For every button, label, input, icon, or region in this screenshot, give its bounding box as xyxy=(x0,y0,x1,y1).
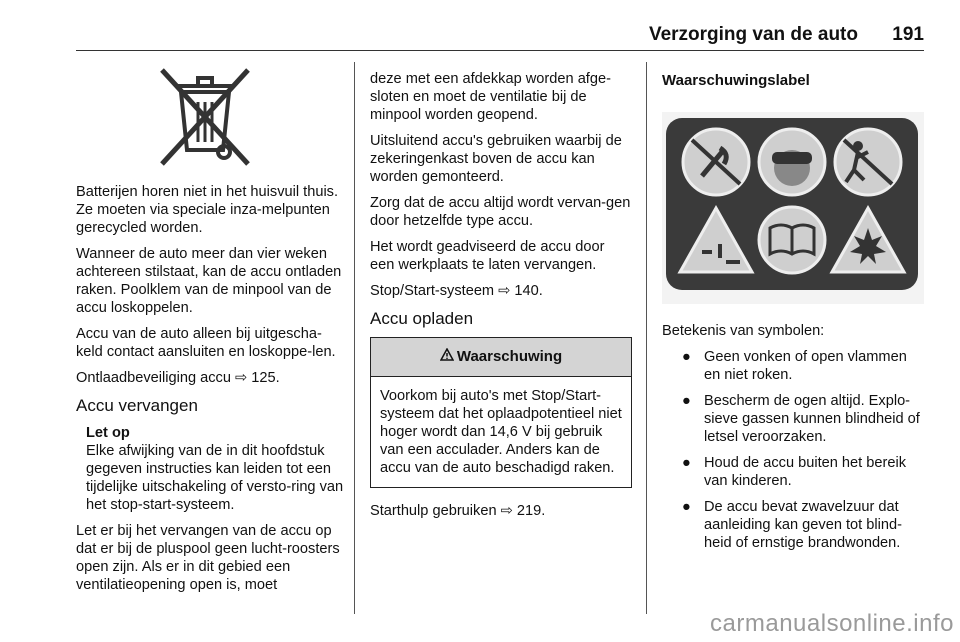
column-divider xyxy=(646,62,647,614)
symbols-intro: Betekenis van symbolen: xyxy=(662,323,825,339)
paragraph: deze met een afdekkap worden afge-sloten en moet de ventilatie bij de minpool worden geopend. xyxy=(370,71,611,123)
section-title: Verzorging van de auto xyxy=(648,24,858,45)
heading-waarschuwingslabel: Waarschuwingslabel xyxy=(662,72,810,89)
note-title: Let op xyxy=(86,425,130,441)
warning-label-image xyxy=(662,112,924,304)
eye-protection-icon xyxy=(759,129,825,195)
paragraph: Batterijen horen niet in het huisvuil thuis. Ze moeten via speciale inza-melpunten gerecycled worden. xyxy=(76,184,339,236)
paragraph: Starthulp gebruiken ⇨ 219. xyxy=(370,503,546,519)
paragraph: Wanneer de auto meer dan vier weken achtereen stilstaat, kan de accu ontladen raken. Poolklem van de minpool van de accu loskoppelen. xyxy=(76,246,342,316)
paragraph: Stop/Start-systeem ⇨ 140. xyxy=(370,283,543,299)
paragraph: Het wordt geadviseerd de accu door een werkplaats te laten vervangen. xyxy=(370,239,605,273)
column-3 xyxy=(662,70,924,99)
paragraph: Zorg dat de accu altijd wordt vervan-gen door hetzelfde type accu. xyxy=(370,195,631,229)
bullet-icon: ● xyxy=(682,499,691,515)
symbols-list xyxy=(662,348,924,552)
note-body: Elke afwijking van de in dit hoofdstuk gegeven instructies kan leiden tot een tijdelijke uitschakeling of versto-ring van het stop-start-systeem. xyxy=(86,443,344,513)
column-1 xyxy=(76,183,344,602)
warning-triangle-icon xyxy=(440,338,454,376)
bullet-icon: ● xyxy=(682,455,691,471)
paragraph: Accu van de auto alleen bij uitgescha-keld contact aansluiten en loskoppe-len. xyxy=(76,326,336,360)
watermark-brand: carmanualsonline.info xyxy=(710,610,954,637)
column-3-text xyxy=(662,322,924,560)
warning-box xyxy=(370,337,632,488)
recycle-bin-icon xyxy=(150,64,260,172)
warning-body: Voorkom bij auto's met Stop/Start-systeem dat het oplaadpotentieel niet hoger wordt dan 14,6 V bij gebruik van een acculader. Anders kan de accu van de auto beschadigd raken. xyxy=(380,388,622,476)
paragraph: Let er bij het vervangen van de accu op dat er bij de pluspool geen lucht-roosters open zijn. Als er in dit gebied een ventilatieopening open is, moet xyxy=(76,523,340,593)
no-flames-icon xyxy=(683,129,749,195)
page-header xyxy=(76,22,924,50)
paragraph: Ontlaadbeveiliging accu ⇨ 125. xyxy=(76,370,280,386)
page-number: 191 xyxy=(892,24,924,45)
list-item: ● Houd de accu buiten het bereik van kinderen. xyxy=(682,455,907,489)
paragraph: Uitsluitend accu's gebruiken waarbij de zekeringenkast boven de accu kan worden gemonteerd. xyxy=(370,133,622,185)
bullet-icon: ● xyxy=(682,349,691,365)
header-rule xyxy=(76,50,924,51)
keep-away-children-icon xyxy=(835,129,901,195)
note-box xyxy=(76,424,344,514)
heading-accu-opladen: Accu opladen xyxy=(370,309,474,328)
heading-accu-vervangen: Accu vervangen xyxy=(76,396,198,415)
bullet-icon: ● xyxy=(682,393,691,409)
list-item: ● De accu bevat zwavelzuur dat aanleiding kan geven tot blind-heid of ernstige brandwonden. xyxy=(682,499,902,551)
read-manual-icon xyxy=(759,207,825,273)
column-divider xyxy=(354,62,355,614)
column-2 xyxy=(370,70,632,528)
warning-title: Waarschuwing xyxy=(456,348,563,365)
warning-header xyxy=(371,338,631,377)
list-item: ● Geen vonken of open vlammen en niet roken. xyxy=(682,349,907,383)
list-item: ● Bescherm de ogen altijd. Explo-sieve gassen kunnen blindheid of letsel veroorzaken. xyxy=(682,393,920,445)
